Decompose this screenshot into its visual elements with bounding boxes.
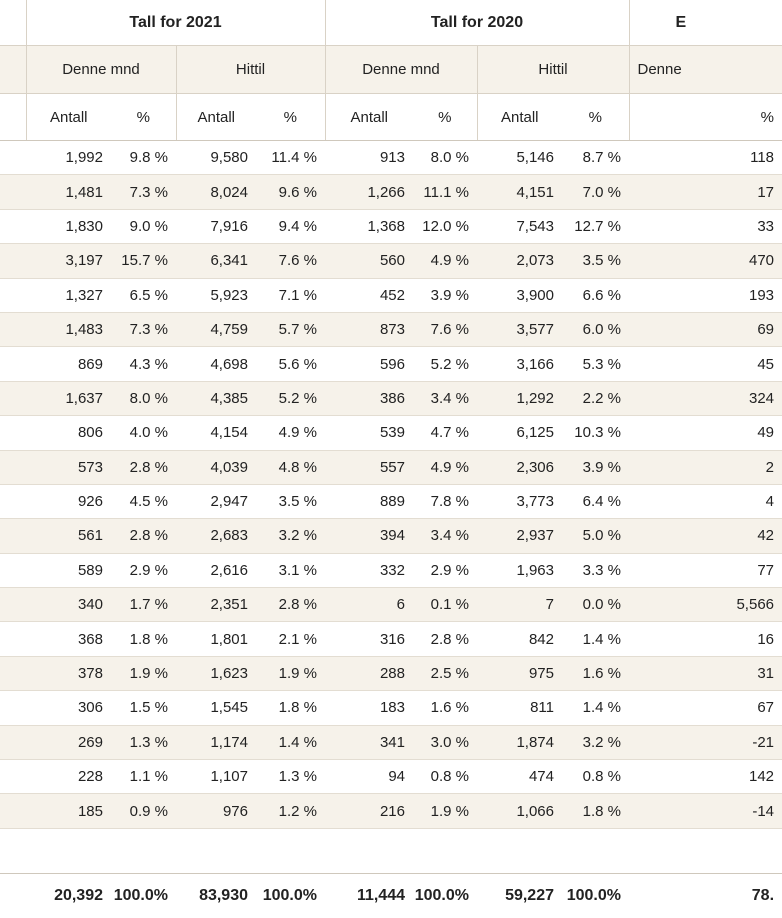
- row-label: [0, 622, 26, 656]
- cell-2021-month-count: 1,483: [26, 312, 111, 346]
- cell-2021-ytd-count: 5,923: [176, 278, 256, 312]
- cell-2021-month-count: 1,992: [26, 141, 111, 175]
- cell-2021-month-pct: 1.7 %: [111, 588, 176, 622]
- cell-2021-month-pct: 2.9 %: [111, 553, 176, 587]
- cell-2020-month-count: 386: [325, 381, 413, 415]
- cell-2021-ytd-pct: 5.2 %: [256, 381, 325, 415]
- total-2021-month-count: 20,392: [26, 873, 111, 918]
- table-row: [0, 175, 782, 209]
- cell-2021-ytd-pct: 5.6 %: [256, 347, 325, 381]
- cell-2020-ytd-count: 2,937: [477, 519, 562, 553]
- cell-2020-month-count: 539: [325, 416, 413, 450]
- table-row: [0, 278, 782, 312]
- cell-2020-ytd-pct: 8.7 %: [562, 141, 629, 175]
- cell-2021-ytd-pct: 3.5 %: [256, 484, 325, 518]
- row-label: [0, 760, 26, 794]
- table-row: [0, 381, 782, 415]
- cell-2020-month-pct: 2.5 %: [413, 656, 477, 690]
- cell-2021-ytd-pct: 4.9 %: [256, 416, 325, 450]
- cell-2020-ytd-count: 2,073: [477, 244, 562, 278]
- table-row: [0, 588, 782, 622]
- cell-2020-month-count: 1,266: [325, 175, 413, 209]
- table-row: [0, 141, 782, 175]
- cell-2021-ytd-count: 1,174: [176, 725, 256, 759]
- cell-2021-ytd-pct: 2.1 %: [256, 622, 325, 656]
- row-label: [0, 312, 26, 346]
- cell-2021-ytd-count: 1,801: [176, 622, 256, 656]
- cell-2020-month-count: 1,368: [325, 209, 413, 243]
- cell-2021-ytd-count: 1,107: [176, 760, 256, 794]
- table-row: [0, 519, 782, 553]
- cell-2021-ytd-pct: 11.4 %: [256, 141, 325, 175]
- cell-2020-ytd-pct: 5.3 %: [562, 347, 629, 381]
- cell-2021-ytd-pct: 1.4 %: [256, 725, 325, 759]
- cell-2021-month-count: 573: [26, 450, 111, 484]
- col-header-count: Antall: [26, 94, 111, 141]
- row-label: [0, 209, 26, 243]
- cell-2021-ytd-count: 2,683: [176, 519, 256, 553]
- cell-2020-ytd-count: 3,773: [477, 484, 562, 518]
- cell-2021-ytd-count: 1,545: [176, 691, 256, 725]
- cell-change-pct: 118: [629, 141, 782, 175]
- cell-2021-month-count: 926: [26, 484, 111, 518]
- cell-change-pct: 2: [629, 450, 782, 484]
- cell-2020-month-count: 332: [325, 553, 413, 587]
- row-label: [0, 175, 26, 209]
- group-header-row: [0, 0, 782, 46]
- row-label: [0, 278, 26, 312]
- cell-2021-ytd-pct: 7.6 %: [256, 244, 325, 278]
- cell-2021-ytd-count: 7,916: [176, 209, 256, 243]
- table-row: [0, 760, 782, 794]
- cell-2020-ytd-pct: 6.4 %: [562, 484, 629, 518]
- cell-2021-month-count: 378: [26, 656, 111, 690]
- cell-2020-month-pct: 3.9 %: [413, 278, 477, 312]
- row-label: [0, 244, 26, 278]
- row-label: [0, 484, 26, 518]
- cell-2020-month-count: 889: [325, 484, 413, 518]
- cell-2021-month-pct: 1.9 %: [111, 656, 176, 690]
- total-2021-month-pct: 100.0%: [111, 873, 176, 918]
- cell-2021-ytd-count: 1,623: [176, 656, 256, 690]
- cell-2020-ytd-count: 3,900: [477, 278, 562, 312]
- cell-2021-ytd-pct: 7.1 %: [256, 278, 325, 312]
- cell-2020-ytd-pct: 1.8 %: [562, 794, 629, 828]
- cell-2020-ytd-pct: 3.3 %: [562, 553, 629, 587]
- cell-2020-ytd-pct: 1.4 %: [562, 691, 629, 725]
- table-row: [0, 312, 782, 346]
- cell-2020-month-pct: 3.4 %: [413, 381, 477, 415]
- cell-change-pct: 45: [629, 347, 782, 381]
- cell-2020-ytd-count: 1,963: [477, 553, 562, 587]
- cell-2020-ytd-pct: 6.6 %: [562, 278, 629, 312]
- cell-2021-month-pct: 8.0 %: [111, 381, 176, 415]
- cell-2021-ytd-count: 6,341: [176, 244, 256, 278]
- cell-2020-month-pct: 7.8 %: [413, 484, 477, 518]
- cell-2020-month-pct: 8.0 %: [413, 141, 477, 175]
- col-header-pct-cut: %: [629, 94, 782, 141]
- table-row: [0, 622, 782, 656]
- cell-change-pct: 33: [629, 209, 782, 243]
- cell-2021-month-pct: 0.9 %: [111, 794, 176, 828]
- table-row: [0, 450, 782, 484]
- cell-2020-month-pct: 12.0 %: [413, 209, 477, 243]
- cell-2021-ytd-pct: 2.8 %: [256, 588, 325, 622]
- cell-2021-ytd-count: 2,351: [176, 588, 256, 622]
- cell-2021-month-count: 1,481: [26, 175, 111, 209]
- cell-change-pct: 17: [629, 175, 782, 209]
- cell-2020-month-count: 288: [325, 656, 413, 690]
- sub-header-2021-to-date: Hittil: [176, 46, 325, 94]
- table-row: [0, 347, 782, 381]
- cell-change-pct: 42: [629, 519, 782, 553]
- cell-2021-ytd-pct: 9.4 %: [256, 209, 325, 243]
- col-header-count: Antall: [477, 94, 562, 141]
- row-label: [0, 725, 26, 759]
- table-row: [0, 416, 782, 450]
- cell-2021-month-pct: 2.8 %: [111, 519, 176, 553]
- cell-2020-ytd-count: 5,146: [477, 141, 562, 175]
- table-row: [0, 553, 782, 587]
- cell-2021-month-pct: 7.3 %: [111, 312, 176, 346]
- cell-2020-ytd-count: 1,066: [477, 794, 562, 828]
- cell-2020-month-pct: 4.7 %: [413, 416, 477, 450]
- cell-2020-ytd-pct: 0.8 %: [562, 760, 629, 794]
- cell-2020-ytd-pct: 1.4 %: [562, 622, 629, 656]
- cell-2021-ytd-pct: 1.2 %: [256, 794, 325, 828]
- cell-2020-ytd-pct: 2.2 %: [562, 381, 629, 415]
- cell-2021-ytd-count: 4,154: [176, 416, 256, 450]
- cell-2020-month-pct: 2.9 %: [413, 553, 477, 587]
- cell-2021-ytd-count: 4,039: [176, 450, 256, 484]
- spacer-row: [0, 828, 782, 873]
- row-label: [0, 588, 26, 622]
- cell-2020-month-count: 183: [325, 691, 413, 725]
- cell-2021-ytd-count: 9,580: [176, 141, 256, 175]
- cell-2020-ytd-count: 1,292: [477, 381, 562, 415]
- cell-2021-ytd-count: 2,616: [176, 553, 256, 587]
- cell-2021-month-count: 1,637: [26, 381, 111, 415]
- cell-2021-month-pct: 9.0 %: [111, 209, 176, 243]
- group-header-cut: E: [629, 0, 782, 46]
- cell-2020-month-count: 6: [325, 588, 413, 622]
- cell-2021-month-count: 185: [26, 794, 111, 828]
- cell-change-pct: 5,566: [629, 588, 782, 622]
- cell-2021-month-count: 589: [26, 553, 111, 587]
- cell-2021-month-count: 3,197: [26, 244, 111, 278]
- cell-2021-month-pct: 1.5 %: [111, 691, 176, 725]
- cell-2020-ytd-pct: 0.0 %: [562, 588, 629, 622]
- cell-2020-month-count: 394: [325, 519, 413, 553]
- total-2021-ytd-pct: 100.0%: [256, 873, 325, 918]
- col-header-pct: %: [256, 94, 325, 141]
- cell-2020-month-count: 596: [325, 347, 413, 381]
- cell-2020-month-pct: 0.8 %: [413, 760, 477, 794]
- cell-2020-ytd-pct: 7.0 %: [562, 175, 629, 209]
- cell-2021-ytd-pct: 5.7 %: [256, 312, 325, 346]
- cell-2021-ytd-pct: 9.6 %: [256, 175, 325, 209]
- cell-2021-month-pct: 7.3 %: [111, 175, 176, 209]
- corner-cell: [0, 94, 26, 141]
- cell-2020-month-pct: 1.6 %: [413, 691, 477, 725]
- cell-2020-month-pct: 1.9 %: [413, 794, 477, 828]
- col-header-pct: %: [111, 94, 176, 141]
- cell-2020-ytd-count: 842: [477, 622, 562, 656]
- cell-2021-month-count: 1,327: [26, 278, 111, 312]
- totals-row: [0, 873, 782, 918]
- cell-change-pct: 77: [629, 553, 782, 587]
- table-row: [0, 209, 782, 243]
- cell-2021-ytd-count: 4,698: [176, 347, 256, 381]
- table-row: [0, 691, 782, 725]
- col-header-pct: %: [413, 94, 477, 141]
- cell-2020-month-pct: 2.8 %: [413, 622, 477, 656]
- sub-header-row: [0, 46, 782, 94]
- cell-2020-ytd-pct: 5.0 %: [562, 519, 629, 553]
- row-label: [0, 794, 26, 828]
- row-label: [0, 416, 26, 450]
- cell-change-pct: -14: [629, 794, 782, 828]
- cell-change-pct: 67: [629, 691, 782, 725]
- cell-2020-month-pct: 0.1 %: [413, 588, 477, 622]
- cell-2020-month-pct: 4.9 %: [413, 450, 477, 484]
- cell-2020-ytd-count: 811: [477, 691, 562, 725]
- total-2020-ytd-pct: 100.0%: [562, 873, 629, 918]
- cell-2020-ytd-count: 474: [477, 760, 562, 794]
- cell-2021-month-pct: 4.3 %: [111, 347, 176, 381]
- cell-change-pct: 4: [629, 484, 782, 518]
- cell-change-pct: 324: [629, 381, 782, 415]
- cell-2020-month-count: 913: [325, 141, 413, 175]
- cell-change-pct: 31: [629, 656, 782, 690]
- group-header-2020: Tall for 2020: [325, 0, 629, 46]
- sub-header-2020-this-month: Denne mnd: [325, 46, 477, 94]
- cell-2020-ytd-pct: 6.0 %: [562, 312, 629, 346]
- cell-2021-month-pct: 6.5 %: [111, 278, 176, 312]
- cell-2021-month-count: 806: [26, 416, 111, 450]
- cell-2020-month-count: 560: [325, 244, 413, 278]
- row-label: [0, 656, 26, 690]
- cell-2020-month-count: 341: [325, 725, 413, 759]
- row-label: [0, 347, 26, 381]
- total-2021-ytd-count: 83,930: [176, 873, 256, 918]
- cell-2020-month-pct: 3.0 %: [413, 725, 477, 759]
- cell-2020-ytd-pct: 10.3 %: [562, 416, 629, 450]
- cell-2020-ytd-count: 975: [477, 656, 562, 690]
- group-header-2021: Tall for 2021: [26, 0, 325, 46]
- total-2020-ytd-count: 59,227: [477, 873, 562, 918]
- table-row: [0, 794, 782, 828]
- cell-2021-ytd-pct: 1.8 %: [256, 691, 325, 725]
- cell-change-pct: 470: [629, 244, 782, 278]
- cell-change-pct: 142: [629, 760, 782, 794]
- row-label: [0, 519, 26, 553]
- col-header-count: Antall: [176, 94, 256, 141]
- cell-2021-ytd-pct: 3.2 %: [256, 519, 325, 553]
- cell-2021-month-pct: 15.7 %: [111, 244, 176, 278]
- sub-header-cut: Denne: [629, 46, 782, 94]
- cell-2020-ytd-count: 1,874: [477, 725, 562, 759]
- cell-2020-month-count: 216: [325, 794, 413, 828]
- cell-2020-ytd-pct: 12.7 %: [562, 209, 629, 243]
- table-row: [0, 244, 782, 278]
- row-label: [0, 450, 26, 484]
- cell-2021-ytd-pct: 4.8 %: [256, 450, 325, 484]
- total-2020-month-pct: 100.0%: [413, 873, 477, 918]
- cell-2021-month-pct: 4.5 %: [111, 484, 176, 518]
- cell-2021-month-count: 306: [26, 691, 111, 725]
- cell-2020-ytd-count: 3,577: [477, 312, 562, 346]
- totals-label: [0, 873, 26, 918]
- table-body: [0, 141, 782, 918]
- cell-2021-month-pct: 1.1 %: [111, 760, 176, 794]
- cell-change-pct: -21: [629, 725, 782, 759]
- cell-2021-ytd-count: 976: [176, 794, 256, 828]
- cell-change-pct: 69: [629, 312, 782, 346]
- row-label: [0, 381, 26, 415]
- cell-2021-month-count: 340: [26, 588, 111, 622]
- cell-2020-ytd-count: 7,543: [477, 209, 562, 243]
- cell-2020-month-pct: 5.2 %: [413, 347, 477, 381]
- cell-2021-ytd-pct: 1.3 %: [256, 760, 325, 794]
- cell-2020-ytd-count: 2,306: [477, 450, 562, 484]
- table-row: [0, 725, 782, 759]
- cell-2021-month-count: 869: [26, 347, 111, 381]
- table-row: [0, 656, 782, 690]
- cell-2020-month-pct: 11.1 %: [413, 175, 477, 209]
- row-label: [0, 141, 26, 175]
- cell-2020-ytd-count: 7: [477, 588, 562, 622]
- cell-2020-month-count: 316: [325, 622, 413, 656]
- cell-2021-month-pct: 9.8 %: [111, 141, 176, 175]
- cell-2021-month-pct: 2.8 %: [111, 450, 176, 484]
- cell-2020-month-count: 873: [325, 312, 413, 346]
- cell-2020-month-pct: 7.6 %: [413, 312, 477, 346]
- table-row: [0, 484, 782, 518]
- cell-2020-month-count: 94: [325, 760, 413, 794]
- cell-change-pct: 49: [629, 416, 782, 450]
- corner-cell: [0, 46, 26, 94]
- cell-2020-month-pct: 3.4 %: [413, 519, 477, 553]
- total-2020-month-count: 11,444: [325, 873, 413, 918]
- cell-2021-month-pct: 4.0 %: [111, 416, 176, 450]
- sub-header-2021-this-month: Denne mnd: [26, 46, 176, 94]
- cell-2021-ytd-count: 8,024: [176, 175, 256, 209]
- cell-2020-ytd-pct: 3.2 %: [562, 725, 629, 759]
- cell-2021-ytd-count: 4,759: [176, 312, 256, 346]
- cell-2020-ytd-pct: 1.6 %: [562, 656, 629, 690]
- cell-2020-ytd-count: 3,166: [477, 347, 562, 381]
- cell-2020-month-count: 557: [325, 450, 413, 484]
- sub-header-2020-to-date: Hittil: [477, 46, 629, 94]
- cell-2021-ytd-pct: 3.1 %: [256, 553, 325, 587]
- cell-2021-month-count: 368: [26, 622, 111, 656]
- row-label: [0, 691, 26, 725]
- cell-2021-month-pct: 1.8 %: [111, 622, 176, 656]
- cell-2020-ytd-count: 4,151: [477, 175, 562, 209]
- column-header-row: [0, 94, 782, 141]
- cell-2020-ytd-pct: 3.5 %: [562, 244, 629, 278]
- cell-2021-ytd-pct: 1.9 %: [256, 656, 325, 690]
- cell-2021-month-count: 269: [26, 725, 111, 759]
- col-header-pct: %: [562, 94, 629, 141]
- cell-2021-month-count: 228: [26, 760, 111, 794]
- total-change-pct: 78.: [629, 873, 782, 918]
- cell-2020-month-count: 452: [325, 278, 413, 312]
- col-header-count: Antall: [325, 94, 413, 141]
- cell-2020-ytd-count: 6,125: [477, 416, 562, 450]
- cell-2021-month-count: 561: [26, 519, 111, 553]
- cell-2020-month-pct: 4.9 %: [413, 244, 477, 278]
- cell-2021-month-pct: 1.3 %: [111, 725, 176, 759]
- cell-2021-month-count: 1,830: [26, 209, 111, 243]
- row-label: [0, 553, 26, 587]
- cell-2021-ytd-count: 4,385: [176, 381, 256, 415]
- cell-change-pct: 193: [629, 278, 782, 312]
- corner-cell: [0, 0, 26, 46]
- cell-change-pct: 16: [629, 622, 782, 656]
- cell-2021-ytd-count: 2,947: [176, 484, 256, 518]
- cell-2020-ytd-pct: 3.9 %: [562, 450, 629, 484]
